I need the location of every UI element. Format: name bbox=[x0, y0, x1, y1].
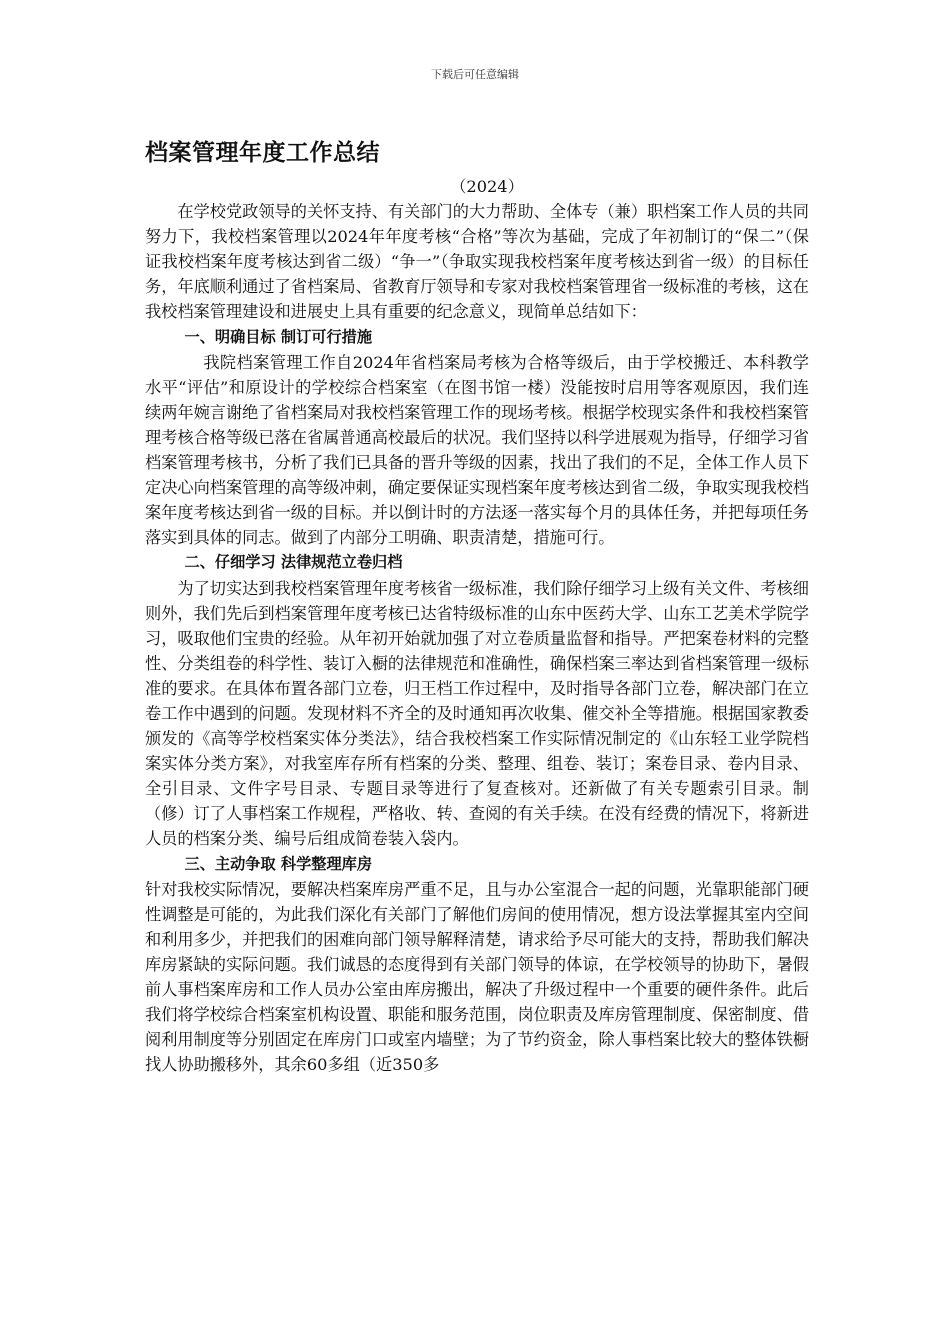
document-year: （2024） bbox=[450, 177, 524, 196]
intro-paragraph: 在学校党政领导的关怀支持、有关部门的大力帮助、全体专（兼）职档案工作人员的共同努力下，我校档案管理以2024年年度考核“合格”等次为基础，完成了年初制订的“保二”（保证我校档案年度考核达到省二级）“争一”（争取实现我校档案年度考核达到省一级）的目标任务，年底顺利通过了省档案局、省教育厅领导和专家对我校档案管理省一级标准的考核，这在我校档案管理建设和进展史上具有重要的纪念意义，现简单总结如下： bbox=[145, 202, 809, 322]
section-paragraph-2: 为了切实达到我校档案管理年度考核省一级标准，我们除仔细学习上级有关文件、考核细则外，我们先后到档案管理年度考核已达省特级标准的山东中医药大学、山东工艺美术学院学习，吸取他们宝贵的经验。从年初开始就加强了对立卷质量监督和指导。严把案卷材料的完整性、分类组卷的科学性、装订入橱的法律规范和准确性，确保档案三率达到省档案管理一级标准的要求。在具体布置各部门立卷，归王档工作过程中，及时指导各部门立卷，解决部门在立卷工作中遇到的问题。发现材料不齐全的及时通知再次收集、催交补全等措施。根据国家教委颁发的《高等学校档案实体分类法》，结合我校档案工作实际情况制定的《山东轻工业学院档案实体分类方案》，对我室库存所有档案的分类、整理、组卷、装订；案卷目录、卷内目录、全引目录、文件字号目录、专题目录等进行了复查核对。还新做了有关专题索引目录。制（修）订了人事档案工作规程，严格收、转、查阅的有关手续。在没有经费的情况下，将新进人员的档案分类、编号后组成简卷装入袋内。 bbox=[145, 578, 809, 849]
section-heading-1: 一、明确目标 制订可行措施 bbox=[184, 327, 373, 346]
document-title: 档案管理年度工作总结 bbox=[145, 140, 380, 166]
header-note: 下载后可任意编辑 bbox=[431, 68, 519, 81]
section-paragraph-3: 针对我校实际情况，要解决档案库房严重不足，且与办公室混合一起的问题，光靠职能部门硬性调整是可能的，为此我们深化有关部门了解他们房间的使用情况，想方设法掌握其室内空间和利用多少，并把我们的困难向部门领导解释清楚，请求给予尽可能大的支持，帮助我们解决库房紧缺的实际问题。我们诚恳的态度得到有关部门领导的体谅，在学校领导的协助下，暑假前人事档案库房和工作人员办公室由库房搬出，解决了升级过程中一个重要的硬件条件。此后我们将学校综合档案室机构设置、职能和服务范围，岗位职责及库房管理制度、保密制度、借阅利用制度等分别固定在库房门口或室内墙壁；为了节约资金，除人事档案比较大的整体铁橱找人协助搬移外，其余60多组（近350多 bbox=[145, 879, 809, 1075]
section-paragraph-1: 我院档案管理工作自2024年省档案局考核为合格等级后，由于学校搬迁、本科教学水平“评估”和原设计的学校综合档案室（在图书馆一楼）没能按时启用等客观原因，我们连续两年婉言谢绝了省档案局对我校档案管理工作的现场考核。根据学校现实条件和我校档案管理考核合格等级已落在省属普通高校最后的状况。我们坚持以科学进展观为指导，仔细学习省档案管理考核书，分析了我们已具备的晋升等级的因素，找出了我们的不足，全体工作人员下定决心向档案管理的高等级冲刺，确定要保证实现档案年度考核达到省二级，争取实现我校档案年度考核达到省一级的目标。并以倒计时的方法逐一落实每个月的具体任务，并把每项任务落实到具体的同志。做到了内部分工明确、职责清楚，措施可行。 bbox=[145, 352, 809, 548]
document-body bbox=[145, 174, 809, 1077]
section-heading-3: 三、主动争取 科学整理库房 bbox=[184, 854, 373, 873]
section-heading-2: 二、仔细学习 法律规范立卷归档 bbox=[184, 553, 403, 572]
